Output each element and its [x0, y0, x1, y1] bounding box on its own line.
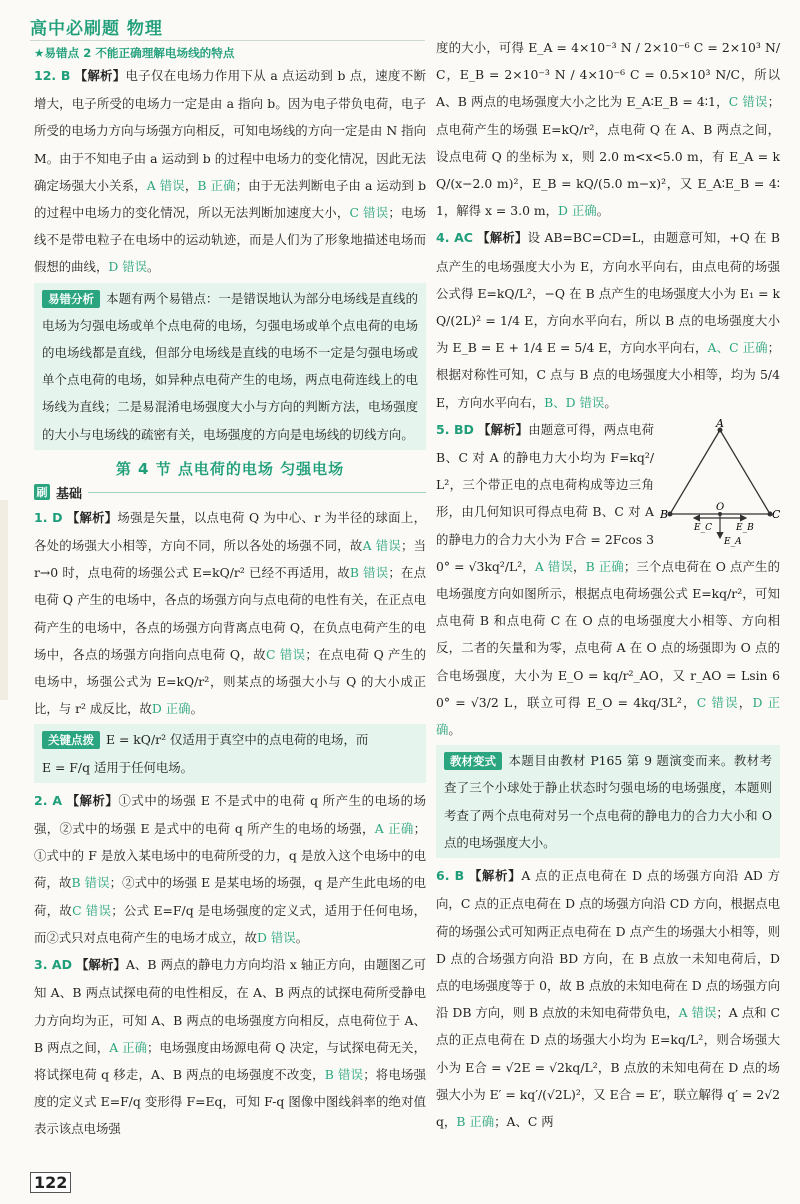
q6-text: A 点的正点电荷在 D 点的场强方向沿 AD 方向，C 点的正点电荷在 D 点的场强方向沿 CD 方向，根据点电荷的场强公式可知两正点电荷在 D 点产生的场强大小相等，则 D 点的合场强方向沿 BD 方向，在 B 点放一未知电荷后，D 点的电场强度等于 0，故 B 点放的未知电荷在 D 点的场强方向沿 DB 方向，则 B 点放的未知电荷带负电， — [436, 868, 780, 1021]
note-text-1: E = kQ/r² 仅适用于真空中的点电荷的电场，而 — [106, 732, 369, 748]
q5-text: 。 — [448, 722, 461, 738]
note-text: 本题有两个易错点：一是错误地认为部分电场线是直线的电场为匀强电场或单个点电荷的电场，匀强电场或单个点电荷的电场的电场线都是直线，但部分电场线是直线的电场不一定是匀强电场或单个点电荷的电场，如异种点电荷产生的电场，两点电荷连线上的电场线为直线；二是易混淆电场强度大小与方向的判断方法，电场强度的大小与电场线的疏密有关，电场强度的方向是电场线的切线方向。 — [42, 290, 418, 442]
q3-answer — [34, 951, 426, 1142]
q5-text: 由题意可得，两点电荷 B、C 对 A 的静电力大小均为 F=kq²/L²，三个带正电的点电荷构成等边三角形，由几何知识可得点电荷 B、C 对 A 的静电力的合力大小为 F合 = 2Fcos 30° = √3kq²/L²， — [436, 421, 655, 574]
q2-answer — [34, 787, 426, 951]
q3-verdict-d: D 正确 — [558, 203, 597, 219]
basic-heading — [34, 483, 426, 502]
brush-icon: 刷 — [34, 484, 50, 500]
header-rule — [30, 40, 425, 41]
q3-continued — [436, 34, 780, 224]
q3-verdict-b: B 错误 — [324, 1066, 364, 1082]
q3-number: 3. AD — [34, 957, 72, 973]
label-o: O — [716, 501, 725, 513]
q2-text: ；①式中的 F 是放入某电场中的电荷所受的力，q 是放入这个电场中的电荷，故 — [34, 821, 427, 891]
q6-text: ；A、C 两 — [494, 1113, 554, 1129]
q4-text: 。 — [604, 394, 617, 410]
note-error-analysis — [34, 283, 426, 450]
note-label: 教材变式 — [444, 752, 502, 770]
q12-text: ， — [184, 177, 198, 193]
q12-text: ；电场线不是带电粒子在电场中的运动轨迹，而是人们为了形象地描述电场而假想的曲线， — [34, 205, 427, 275]
q5-verdict-c: C 错误 — [696, 694, 739, 710]
q6-verdict-a: A 错误 — [678, 1005, 717, 1021]
q5-label: 【解析】 — [477, 422, 529, 437]
q1-verdict-b: B 错误 — [349, 565, 389, 581]
q6-number: 6. B — [436, 868, 465, 884]
q5-text: ， — [738, 694, 753, 710]
label-ea: E_A — [724, 536, 742, 547]
q5-block — [436, 416, 780, 743]
q3-text: ；点电荷产生的场强 E=kQ/r²，点电荷 Q 在 A、B 两点之间，设点电荷 Q 的坐标为 x，则 2.0 m<x<5.0 m，有 E_A = kQ/(x−2.0 m)²，E_B = kQ/(5.0 m−x)²，又 E_A∶E_B = 4∶1，解得 x = 3.0 m， — [436, 94, 780, 219]
section-title: 第 4 节 点电荷的电场 匀强电场 — [115, 459, 345, 478]
q2-text: ；公式 E=F/q 是电场强度的定义式，适用于任何电场，而②式只对点电荷产生的电场才成立，故 — [34, 902, 427, 945]
q1-label: 【解析】 — [66, 510, 118, 525]
q3-text: ；将电场强度的定义式 E=F/q 变形得 F=Eq，可知 F-q 图像中图线斜率的绝对值表示该点电场强 — [34, 1066, 426, 1137]
q1-text: ；在点电荷 Q 产生的电场中，各点的场强方向与点电荷的电性有关，在正点电荷产生的电场中，各点的场强方向背离点电荷 Q，在负点电荷产生的电场中，各点的场强方向指向点电荷 Q，故 — [34, 565, 427, 662]
label-eb: E_B — [736, 522, 754, 533]
label-a: A — [716, 417, 724, 430]
q5-number: 5. BD — [436, 421, 474, 437]
q12-number: 12. B — [34, 68, 71, 83]
q4-verdict-bd: B、D 错误 — [544, 394, 605, 410]
q12-label: 【解析】 — [74, 69, 126, 83]
q4-text: ；根据对称性可知，C 点与 B 点的电场强度大小相等，均为 5/4 E，方向水平向右， — [436, 340, 780, 410]
note-textbook-variant — [436, 745, 780, 858]
q4-answer — [436, 224, 780, 415]
page-number: 122 — [30, 1172, 71, 1193]
q6-verdict-b: B 正确 — [456, 1113, 495, 1129]
q4-number: 4. AC — [436, 230, 473, 246]
q2-verdict-d: D 错误 — [257, 929, 296, 945]
triangle-figure — [660, 418, 780, 548]
note-label: 易错分析 — [42, 290, 100, 308]
q12-verdict-d: D 错误 — [108, 259, 147, 275]
q2-verdict-a: A 正确 — [374, 821, 414, 837]
note-label: 关键点拨 — [42, 731, 100, 749]
right-column — [436, 34, 780, 1135]
label-ec: E_C — [694, 522, 712, 533]
q3-text: 。 — [596, 203, 610, 219]
point-b — [668, 511, 673, 516]
left-column — [34, 44, 426, 1143]
q1-text: 。 — [190, 701, 203, 717]
q12-text: ；由于无法判断电子由 a 运动到 b 的过程中电场力的变化情况，所以无法判断加速度大小， — [34, 177, 427, 221]
triangle-diagram — [660, 418, 780, 548]
q12-verdict-c: C 错误 — [349, 205, 389, 221]
q5-verdict-d: D 正确 — [436, 694, 781, 738]
q6-answer — [436, 862, 780, 1135]
q1-number: 1. D — [34, 509, 63, 525]
q3-label: 【解析】 — [75, 958, 126, 973]
q5-text: ；三个点电荷在 O 点产生的电场强度方向如图所示，根据点电荷场强公式 E=kq/r²，可知点电荷 B 和点电荷 C 在 O 点的电场强度大小相等、方向相反，二者的矢量和为零，点电荷 A 在 O 点的场强即为 O 点的合电场强度，大小为 E_O = kq/r²_AO，又 r_AO = Lsin 60° = √3/2 L，联立可得 E_O = 4kq/3L²， — [436, 558, 780, 710]
note-key-point — [34, 724, 426, 782]
error-point-title: ★易错点 2 不能正确理解电场线的特点 — [34, 46, 235, 60]
note-text-2: E = F/q 适用于任何电场。 — [42, 759, 194, 775]
q2-label: 【解析】 — [66, 793, 119, 808]
q1-verdict-c: C 错误 — [266, 646, 306, 662]
divider — [88, 492, 426, 493]
q4-text: 设 AB=BC=CD=L，由题意可知，+Q 在 B 点产生的电场强度大小为 E，方向水平向右，由点电荷的场强公式得 E=kQ/L²，−Q 在 B 点产生的电场强度大小为 E₁ = kQ/(2L)² = 1/4 E，方向水平向右，所以 B 点的电场强度大小为 E_B = E + 1/4 E = 5/4 E，方向水平向右， — [436, 230, 780, 356]
q12-answer — [34, 62, 426, 281]
q12-verdict-a: A 错误 — [146, 177, 185, 193]
q2-text: ；②式中的场强 E 是某电场的场强，q 是产生此电场的电荷，故 — [34, 875, 426, 918]
q2-text: ①式中的场强 E 不是式中的电荷 q 所产生的电场的场强，②式中的场强 E 是式中的电荷 q 所产生的电场的场强， — [34, 792, 426, 837]
q3-text: 度的大小，可得 E_A = 4×10⁻³ N / 2×10⁻⁶ C = 2×10³ N/C，E_B = 2×10⁻³ N / 4×10⁻⁶ C = 0.5×10³ N/C，所以 A、B 两点的电场强度大小之比为 E_A∶E_B = 4∶1， — [436, 40, 780, 110]
note-text: 本题目由教材 P165 第 9 题演变而来。教材考查了三个小球处于静止状态时匀强电场的电场强度，本题则考查了两个点电荷对另一个点电荷的静电力的合力大小和 O 点的电场强度大小。 — [444, 753, 772, 850]
q3-verdict-a: A 正确 — [109, 1039, 147, 1055]
q3-text: ；电场强度由场源电荷 Q 决定，与试探电荷无关，将试探电荷 q 移走，A、B 两点的电场强度不改变， — [34, 1039, 427, 1082]
q1-answer — [34, 504, 426, 723]
header-title: 高中必刷题 物理 — [30, 19, 163, 39]
q5-verdict-a: A 错误 — [534, 558, 574, 574]
side-tab — [0, 500, 8, 700]
q2-text: 。 — [295, 929, 309, 945]
q5-text: ， — [573, 558, 586, 574]
q1-text: ；在点电荷 Q 产生的电场中，场强公式为 E=kQ/r²，则某点的场强大小与 Q 的大小成正比，与 r² 成反比，故 — [34, 646, 426, 717]
q12-verdict-b: B 正确 — [197, 177, 236, 193]
q12-text: 电子仅在电场力作用下从 a 点运动到 b 点，速度不断增大，电子所受的电场力一定是由 a 指向 b。因为电子带负电荷，电子所受的电场力方向与场强方向相反，可知电场线的方向一定是由 N 指向 M。由于不知电子由 a 运动到 b 的过程中电场力的变化情况，因此无法确定场强大小关系， — [34, 68, 426, 193]
q3-text: A、B 两点的静电力方向均沿 x 轴正方向，由题图乙可知 A、B 两点试探电荷的电性相反，在 A、B 两点的试探电荷所受静电力方向均为正，可知 A、B 两点的电场强度方向相反，点电荷位于 A、B 两点之间， — [34, 957, 426, 1055]
label-b: B — [660, 507, 669, 521]
q4-verdict-ac: A、C 正确 — [707, 340, 768, 356]
q12-text: 。 — [147, 259, 160, 275]
q6-label: 【解析】 — [468, 869, 522, 884]
q1-text: ；当 r→0 时，点电荷的场强公式 E=kQ/r² 已经不再适用，故 — [34, 538, 427, 581]
q1-verdict-d: D 正确 — [151, 701, 191, 717]
q6-text: ；A 点和 C 点的正点电荷在 D 点的场强大小均为 E=kq/L²，则合场强大小为 E合 = √2E = √2kq/L²，B 点放的未知电荷在 D 点的场强大小为 E′ = kq′/(√2L)²，又 E合 = E′，联立解得 q′ = 2√2 q， — [436, 1005, 781, 1129]
basic-label: 基础 — [56, 486, 83, 502]
q1-verdict-a: A 错误 — [362, 538, 401, 554]
q2-verdict-c: C 错误 — [72, 902, 112, 918]
q5-verdict-b: B 正确 — [585, 558, 624, 574]
q2-verdict-b: B 错误 — [71, 875, 110, 891]
q2-number: 2. A — [34, 792, 63, 808]
q1-text: 场强是矢量，以点电荷 Q 为中心、r 为半径的球面上，各处的场强大小相等，方向不同，所以各处的场强不同，故 — [34, 509, 426, 554]
label-c: C — [772, 507, 780, 521]
q4-label: 【解析】 — [476, 231, 528, 246]
q3-verdict-c: C 错误 — [728, 94, 768, 110]
